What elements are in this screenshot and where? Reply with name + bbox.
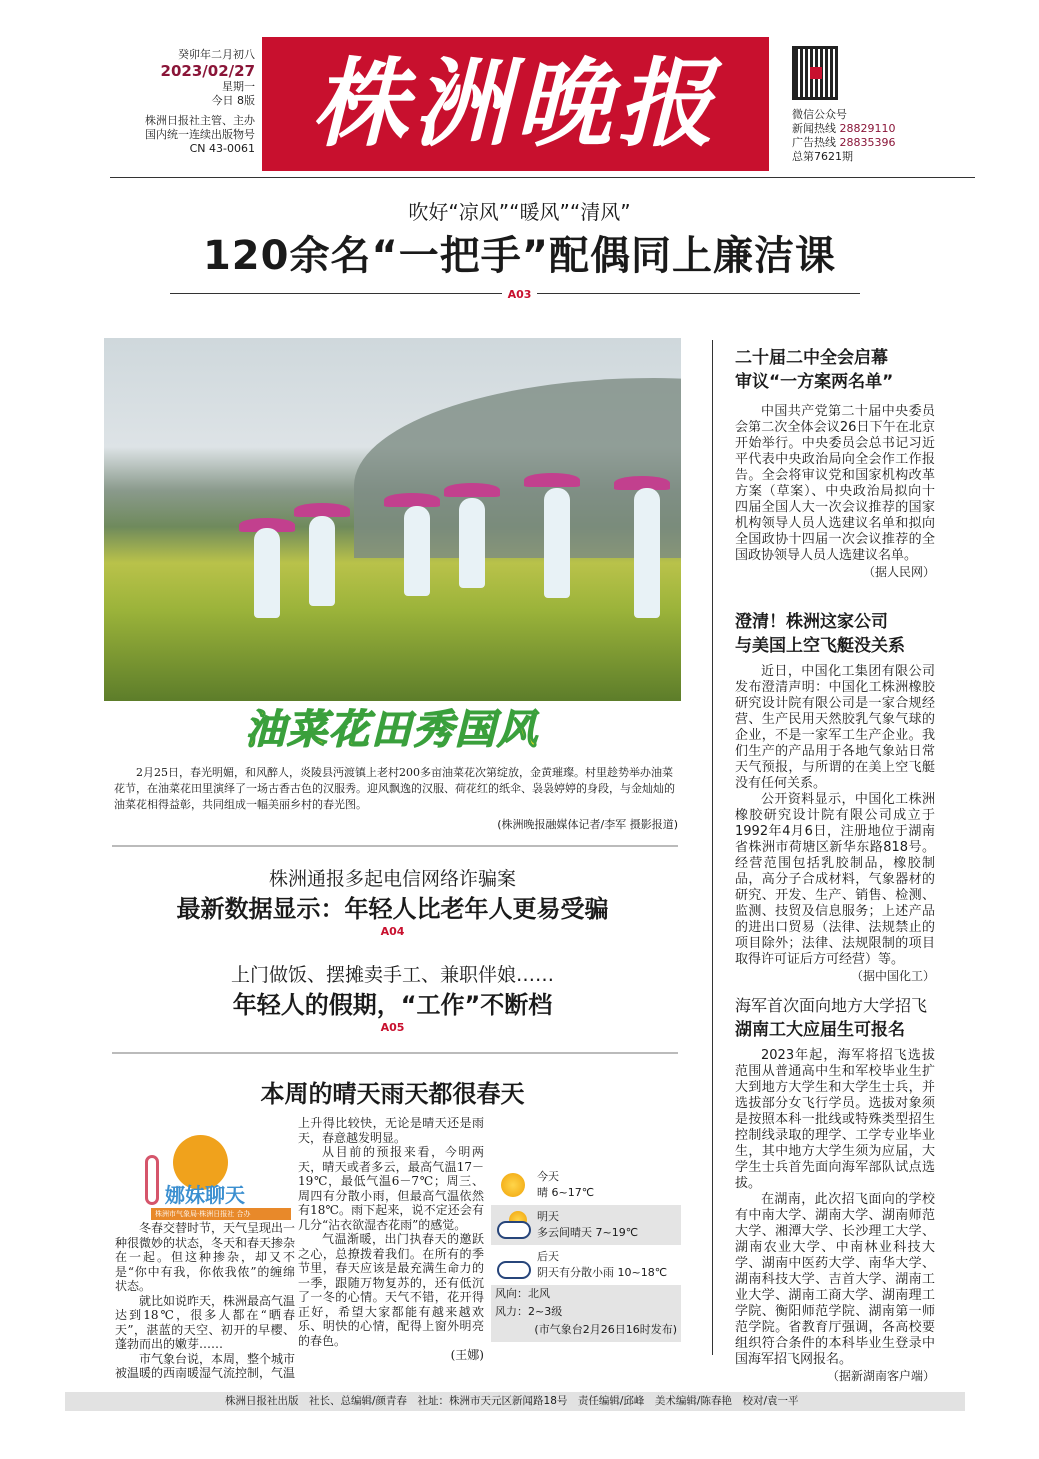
author: (王娜) <box>450 1348 484 1362</box>
forecast-desc: 晴 6~17℃ <box>537 1186 595 1199</box>
sidebar-divider <box>712 340 713 1355</box>
lead-page-ref[interactable]: A03 <box>502 288 538 301</box>
news-hotline-label: 新闻热线 <box>792 122 836 135</box>
publisher: 株洲日报社主管、主办 <box>145 114 255 127</box>
column-logo-text: 娜妹聊天 <box>165 1183 245 1207</box>
newspaper-title: 株洲晚报 <box>262 37 769 171</box>
sidebar-kicker: 海军首次面向地方大学招飞 <box>735 996 928 1015</box>
qr-code-icon <box>792 46 838 100</box>
photo-caption: 2月25日，春光明媚，和风醉人，炎陵县沔渡镇上老村200多亩油菜花次第绽放，金黄璀璨。村里趁势举办油菜花节，在油菜花田里演绎了一场古香古色的汉服秀。迎风飘逸的汉服、荷花红的纸伞、袅袅婷婷的身段，与金灿灿的油菜花相得益彰，共同组成一幅美丽乡村的春光图。 <box>114 766 675 811</box>
sidebar-title[interactable]: 澄清！株洲这家公司 与美国上空飞艇没关系 <box>735 612 905 656</box>
forecast-desc: 阴天有分散小雨 10~18℃ <box>537 1266 668 1279</box>
wind-direction: 风向：北风 <box>495 1287 550 1300</box>
teaser-kicker: 株洲通报多起电信网络诈骗案 <box>268 868 516 890</box>
photo-credit: (株洲晚报融媒体记者/李军 摄影报道) <box>497 818 678 831</box>
cloud-icon <box>497 1261 531 1279</box>
teaser-page-ref[interactable]: A04 <box>380 925 405 938</box>
avatar <box>173 1135 228 1190</box>
paragraph: 在湖南，此次招飞面向的学校有中南大学、湖南大学、湖南师范大学、湘潭大学、长沙理工大学、湖南农业大学、中南林业科技大学、湖南中医药大学、南华大学、湖南科技大学、吉首大学、湖南工业大学、湖南工商大学、湖南理工学院、衡阳师范学院、湖南第一师范学院。省教育厅强调，各高校要组织符合条件的本科毕业生登录中国海军招飞网报名。 <box>735 1192 935 1367</box>
sidebar-title[interactable]: 湖南工大应届生可报名 <box>735 1020 905 1040</box>
source: （据新湖南客户端） <box>826 1369 935 1383</box>
paragraph: 近日，中国化工集团有限公司发布澄清声明：中国化工株洲橡胶研究设计院有限公司是一家合规经营、生产民用天然胶乳气象气球的企业，不是一家军工生产企业。我们生产的产品用于各地气象站日常天气预报，与所谓的在美上空飞艇没有任何关系。 <box>735 664 935 791</box>
main-photo <box>104 338 681 701</box>
forecast-day-after <box>491 1245 681 1285</box>
sidebar-article <box>735 1048 935 1384</box>
column-logo-sub: 株洲市气象局·株洲日报社 合办 <box>151 1208 291 1220</box>
sidebar-article <box>735 664 935 984</box>
source: （据人民网） <box>862 565 935 579</box>
wind-force: 风力：2~3级 <box>495 1305 563 1318</box>
teaser-page-ref[interactable]: A05 <box>380 1021 405 1034</box>
column-logo <box>145 1135 295 1220</box>
forecast-issued: (市气象台2月26日16时发布) <box>534 1323 677 1336</box>
issue-info <box>120 48 255 156</box>
forecast-today <box>491 1165 681 1205</box>
ad-hotline: 28835396 <box>839 136 896 149</box>
lead-headline[interactable]: 120余名“一把手”配偶同上廉洁课 <box>202 233 837 279</box>
weather-headline[interactable]: 本周的晴天雨天都很春天 <box>260 1080 525 1108</box>
page-count: 今日 8版 <box>211 94 255 107</box>
sun-icon <box>501 1173 525 1197</box>
cn-number: CN 43-0061 <box>189 142 255 155</box>
teaser-headline[interactable]: 年轻人的假期，“工作”不断档 <box>232 991 553 1019</box>
cn-label: 国内统一连续出版物号 <box>145 128 255 141</box>
teaser-headline[interactable]: 最新数据显示：年轻人比老年人更易受骗 <box>176 895 609 923</box>
paragraph: 公开资料显示，中国化工株洲橡胶研究设计院有限公司成立于1992年4月6日，注册地位于湖南省株洲市荷塘区新华东路818号。经营范围包括乳胶制品，橡胶制品，高分子合成材料，气象器材的研究、开发、生产、销售、检测、监测、技贸及信息服务；上述产品的进出口贸易（法律、法规禁止的项目除外；法律、法规限制的项目取得许可证后方可经营）等。 <box>735 792 935 967</box>
divider <box>112 1052 678 1054</box>
lead-kicker: 吹好“凉风”“暖风”“清风” <box>408 200 631 224</box>
source: （据中国化工） <box>850 969 935 983</box>
partly-cloudy-icon <box>497 1211 531 1239</box>
forecast-desc: 多云间晴天 7~19℃ <box>537 1226 639 1239</box>
wechat-label: 微信公众号 <box>792 108 847 121</box>
sidebar-article <box>735 404 935 580</box>
footer-imprint: 株洲日报社出版 社长、总编辑/颜青春 社址：株洲市天元区新闻路18号 责任编辑/邱峰 美术编辑/陈春艳 校对/袁一平 <box>65 1392 965 1411</box>
paragraph: 冬春交替时节，天气呈现出一种很微妙的状态，冬天和春天掺杂在一起。但这种掺杂，却又不是“你中有我，你侬我侬”的缠绵状态。 <box>115 1221 296 1293</box>
header-rule <box>110 177 975 178</box>
paragraph: 气温渐暖，出门执春天的邀跃之心，总撩拨着我们。在所有的季节里，春天应该是最充满生命力的一季，跟随万物复苏的，还有低沉了一冬的心情。天气不错，花开得正好，希望大家都能有越来越欢乐、明快的心情，配得上窗外明亮的春色。 <box>298 1232 484 1348</box>
weather-column-1 <box>115 1221 295 1381</box>
teaser-kicker: 上门做饭、摆摊卖手工、兼职伴娘…… <box>230 964 554 986</box>
paragraph: 从目前的预报来看，今明两天，晴天或者多云，最高气温17－19℃，最低气温6－7℃；周三、周四有分散小雨，但最高气温依然有18℃。雨下起来，说不定还会有几分“沾衣欲湿杏花雨”的感觉。 <box>298 1145 484 1232</box>
weather-column-2 <box>298 1116 484 1363</box>
ad-hotline-label: 广告热线 <box>792 136 836 149</box>
issue-number: 总第7621期 <box>792 150 853 163</box>
forecast-day: 明天 <box>537 1210 559 1223</box>
paragraph: 中国共产党第二十届中央委员会第二次全体会议26日下午在北京开始举行。中央委员会总书记习近平代表中央政治局向全会作工作报告。全会将审议党和国家机构改革方案（草案）、中央政治局拟向十四届全国人大一次会议推荐的国家机构领导人员人选建议名单和拟向全国政协十四届一次会议推荐的全国政协领导人员人选建议名单。 <box>735 404 935 563</box>
contact-info <box>792 108 896 164</box>
photo-title: 油菜花田秀国风 <box>245 707 539 753</box>
issue-date: 2023/02/27 <box>160 62 255 80</box>
divider <box>112 845 678 847</box>
forecast-day: 今天 <box>537 1170 559 1183</box>
paragraph: 就比如说昨天，株洲最高气温达到18℃，很多人都在“晒春天”，湛蓝的天空、初开的早樱、蓬勃而出的嫩芽…… <box>115 1293 296 1351</box>
paragraph: 2023年起，海军将招飞选拔范围从普通高中生和军校毕业生扩大到地方大学生和大学生士兵，并选拔部分女飞行学员。选拔对象须是按照本科一批线或特殊类型招生控制线录取的理学、工学专业毕业生，其中地方大学生须为应届，大学生士兵首先面向海军部队试点选拔。 <box>735 1048 935 1191</box>
weather-forecast-box <box>491 1165 681 1342</box>
paragraph: 上升得比较快，无论是晴天还是雨天，春意越发明显。 <box>298 1116 484 1145</box>
forecast-day: 后天 <box>537 1250 559 1263</box>
lunar-date: 癸卯年二月初八 <box>178 48 255 61</box>
weekday: 星期一 <box>222 80 255 93</box>
news-hotline: 28829110 <box>839 122 896 135</box>
forecast-tomorrow <box>491 1205 681 1245</box>
sidebar-title[interactable]: 二十届二中全会启幕 审议“一方案两名单” <box>735 348 894 392</box>
paragraph: 市气象台说，本周，整个城市被温暖的西南暖湿气流控制，气温 <box>115 1351 296 1380</box>
thermometer-icon <box>145 1155 159 1205</box>
